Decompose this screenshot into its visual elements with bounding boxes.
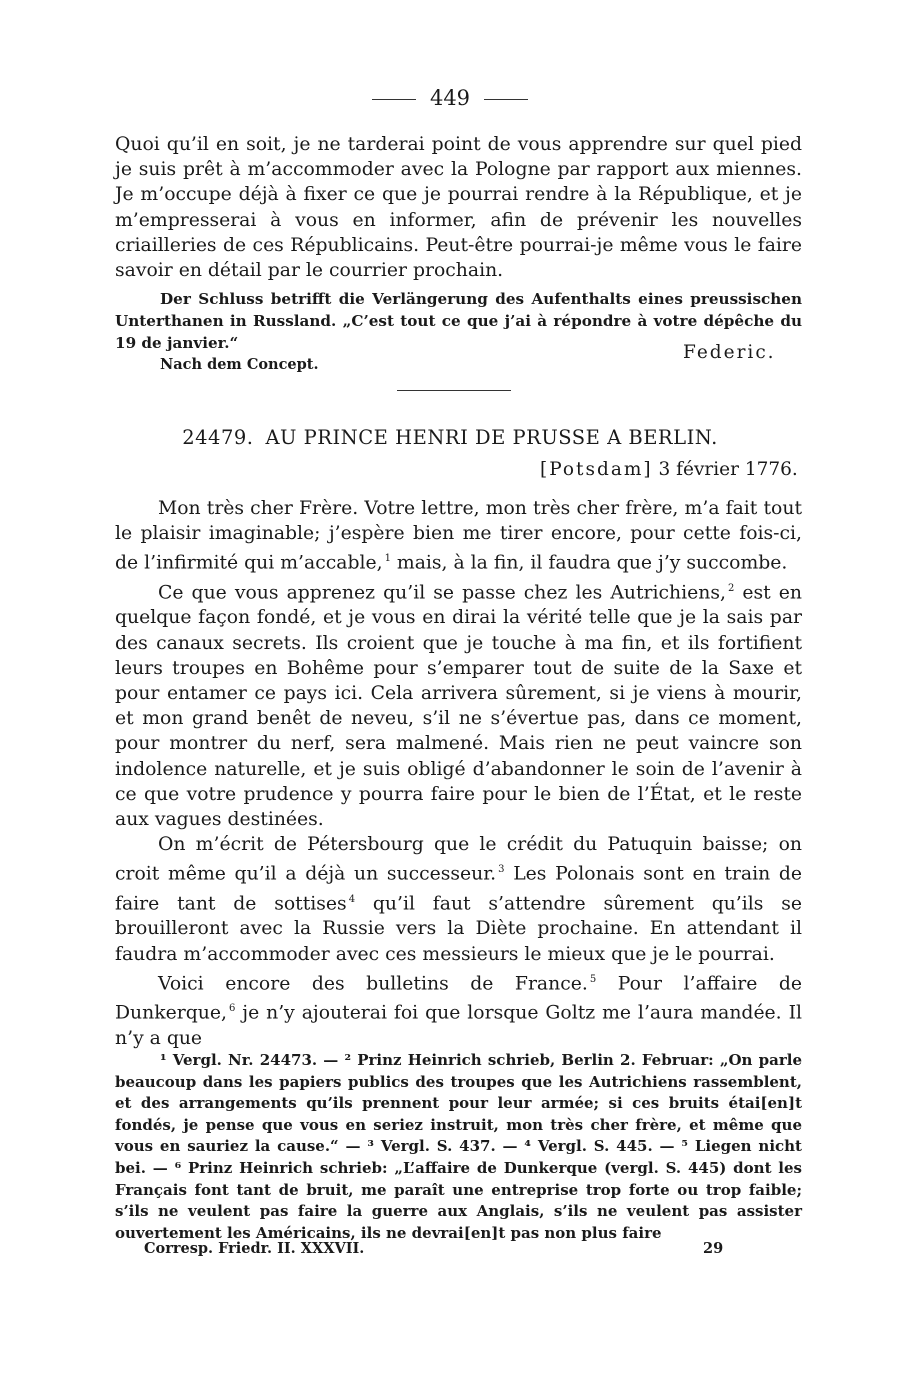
letter-number: 24479. xyxy=(182,426,254,449)
footnote-marker: 6 xyxy=(228,1003,236,1015)
header-dash-left xyxy=(372,99,416,100)
signature: Federic. xyxy=(683,342,776,363)
header-dash-right xyxy=(484,99,528,100)
paragraph-text: Ce que vous apprenez qu’il se passe chez les Autrichiens, xyxy=(158,582,726,604)
footnote-marker: 3 xyxy=(498,864,505,876)
footnote-marker: 1 xyxy=(384,553,391,565)
paragraph-text: qu’il faut s’attendre sûrement qu’ils se brouilleront avec la Russie vers la Diète prochaine. En attendant il faudra m’accommoder avec ces messieurs le mieux que je le pourrai. xyxy=(115,893,803,965)
paragraph-text: je n’y ajouterai foi que lorsque Goltz me l’aura mandée. Il n’y a que xyxy=(115,1002,802,1049)
paragraph-text: Les Polonais sont en train de faire tant de sottises xyxy=(115,863,802,915)
previous-letter-ending xyxy=(115,132,802,283)
paragraph-text: On m’écrit de Pétersbourg que le crédit du Patuquin baisse; on croit même qu’il a déjà un successeur. xyxy=(115,834,802,885)
paragraph xyxy=(115,832,802,967)
letter-title xyxy=(0,426,900,449)
footnote-marker: 4 xyxy=(348,893,356,905)
paragraph xyxy=(115,576,802,832)
paragraph-text: Pour l’affaire de Dunkerque, xyxy=(115,972,803,1024)
footer-sheet-number: 29 xyxy=(703,1240,724,1257)
footer-signature: Corresp. Friedr. II. XXXVII. xyxy=(144,1240,365,1257)
letter-date: 3 février 1776. xyxy=(658,459,798,480)
footnotes-text: ¹ Vergl. Nr. 24473. — ² Prinz Heinrich schrieb, Berlin 2. Februar: „On parle beaucoup dans les papiers publics des troupes que les Autrichiens rassemblent, et des arrangements qu’ils prennent pour leur armée; si ces bruits étai[en]t fondés, je pense que vous en seriez instruit, mon très cher frère, et même que vous en sauriez la cause.“ — ³ Vergl. S. 437. — ⁴ Vergl. S. 445. — ⁵ Liegen nicht bei. — ⁶ Prinz Heinrich schrieb: „L’affaire de Dunkerque (vergl. S. 445) dont les Français font tant de bruit, me paraît une entreprise trop forte ou trop faible; s’ils ne veulent pas faire la guerre aux Anglais, s’ils ne veulent pas assister ouvertement les Américains, ils ne devrai[en]t pas non plus faire xyxy=(115,1051,802,1242)
footnotes xyxy=(115,1050,802,1244)
paragraph-text: Voici encore des bulletins de France. xyxy=(158,972,588,994)
letter-body xyxy=(115,496,802,1051)
paragraph-text: est en quelque façon fondé, et je vous en dirai la vérité telle que je la sais par des canaux secrets. Ils croient que je touche à ma fin, et ils fortifient leurs troupes en Bohême pour s’emparer tout de suite de la Saxe et pour entamer ce pays ici. Cela arrivera sûrement, si je viens à mourir, et mon grand benêt de neveu, s’il ne s’évertue pas, dans ce moment, pour montrer du nerf, sera malmené. Mais rien ne peut vaincre son indolence naturelle, et je suis obligé d’abandonner le soin de l’avenir à ce que votre prudence y pourra faire pour le bien de l’État, et le reste aux vagues destinées. xyxy=(115,582,803,830)
footnote-marker: 5 xyxy=(589,973,597,985)
paragraph-text: Mon très cher Frère. Votre lettre, mon très cher frère, m’a fait tout le plaisir imaginable; j’espère bien me tirer encore, pour cette fois-ci, de l’infirmité qui m’accable, xyxy=(115,498,802,574)
editorial-note-text: Der Schluss betrifft die Verlängerung des Aufenthalts eines preussischen Unterthanen in Russland. „C’est tout ce que j’ai à répondre à votre dépêche du 19 de janvier.“ xyxy=(115,290,802,352)
previous-letter-text: Quoi qu’il en soit, je ne tarderai point de vous apprendre sur quel pied je suis prêt à m’accommoder avec la Pologne par rapport aux miennes. Je m’occupe déjà à fixer ce que je pourrai rendre à la République, et je m’empresserai à vous en informer, afin de prévenir les nouvelles criailleries de ces Républicains. Peut-être pourrai-je même vous le faire savoir en détail par le courrier prochain. xyxy=(115,134,802,282)
paragraph xyxy=(115,496,802,576)
section-divider xyxy=(397,390,511,391)
letter-place: [Potsdam] xyxy=(540,459,653,480)
paragraph-text: mais, à la fin, il faudra que j’y succombe. xyxy=(390,552,788,574)
paragraph xyxy=(115,967,802,1051)
page-number: 449 xyxy=(429,86,471,110)
source-note: Nach dem Concept. xyxy=(160,356,319,373)
footnote-marker: 2 xyxy=(727,582,735,594)
letter-dateline xyxy=(540,459,798,480)
letter-addressee: AU PRINCE HENRI DE PRUSSE A BERLIN. xyxy=(265,426,718,449)
page-header xyxy=(0,86,900,110)
